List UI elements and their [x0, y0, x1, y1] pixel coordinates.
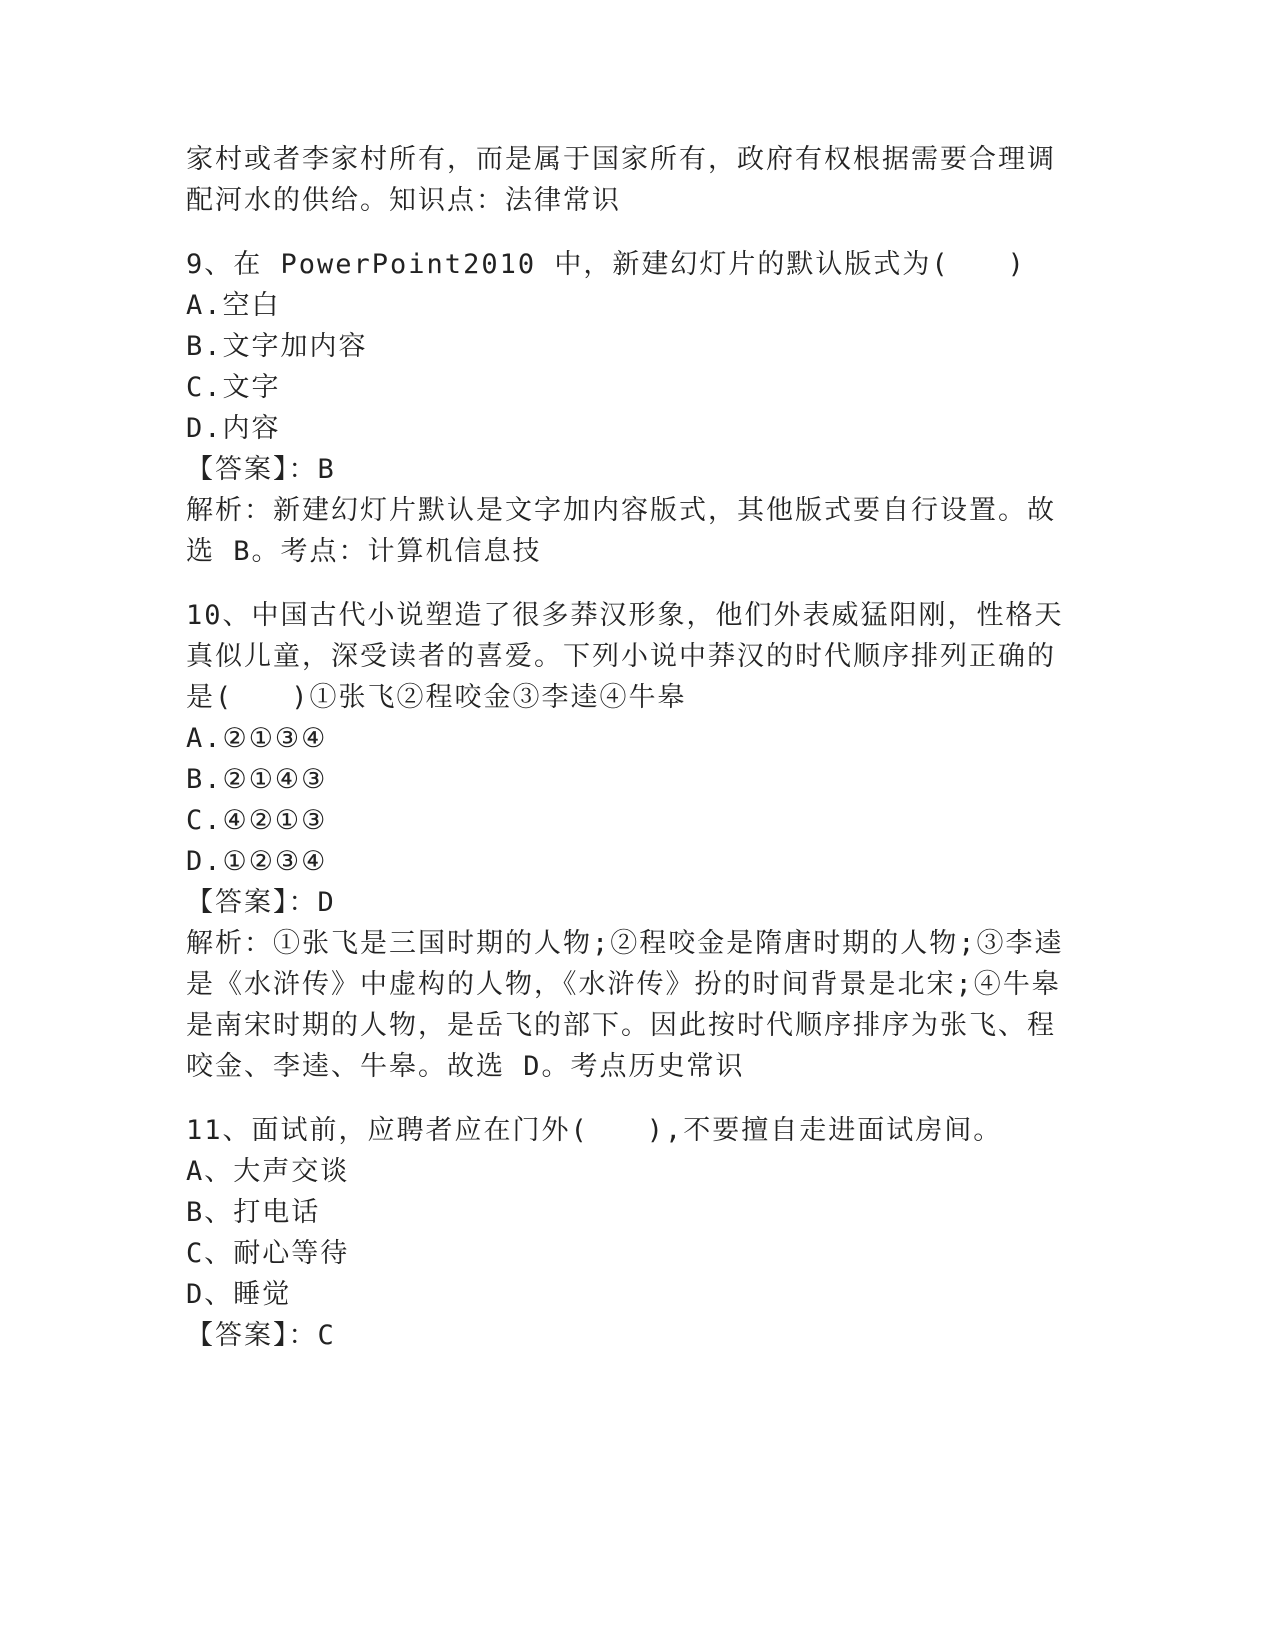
q9-option-a: A.空白 [186, 290, 281, 321]
q9-option-b: B.文字加内容 [186, 331, 368, 362]
q10-analysis-line: 是《水浒传》中虚构的人物，《水浒传》扮的时间背景是北宋;④牛皋 [186, 969, 1061, 1000]
q10-option-b: B.②①④③ [186, 764, 328, 795]
q11-option-a: A、大声交谈 [186, 1156, 350, 1187]
q11-option-c: C、耐心等待 [186, 1238, 350, 1269]
intro-line: 配河水的供给。知识点：法律常识 [186, 185, 621, 216]
intro-line: 家村或者李家村所有，而是属于国家所有，政府有权根据需要合理调 [186, 144, 1056, 175]
q9-analysis-line: 解析：新建幻灯片默认是文字加内容版式，其他版式要自行设置。故 [186, 495, 1056, 526]
q10-analysis-line: 咬金、李逵、牛皋。故选 D。考点历史常识 [186, 1051, 745, 1082]
q10-analysis-line: 解析：①张飞是三国时期的人物;②程咬金是隋唐时期的人物;③李逵 [186, 928, 1064, 959]
q11-question: 11、面试前，应聘者应在门外( ),不要擅自走进面试房间。 [186, 1115, 1003, 1146]
q9-question: 9、在 PowerPoint2010 中，新建幻灯片的默认版式为( ) [186, 249, 1026, 280]
q11-answer: 【答案】：C [186, 1320, 336, 1351]
q10-option-a: A.②①③④ [186, 723, 328, 754]
q9-option-d: D.内容 [186, 413, 281, 444]
q9-option-c: C.文字 [186, 372, 281, 403]
q10-answer: 【答案】：D [186, 887, 336, 918]
q10-question-line: 10、中国古代小说塑造了很多莽汉形象，他们外表威猛阳刚，性格天 [186, 600, 1064, 631]
q11-option-b: B、打电话 [186, 1197, 321, 1228]
q9-answer: 【答案】：B [186, 454, 336, 485]
q10-option-d: D.①②③④ [186, 846, 328, 877]
q11-option-d: D、睡觉 [186, 1279, 292, 1310]
q10-analysis-line: 是南宋时期的人物，是岳飞的部下。因此按时代顺序排序为张飞、程 [186, 1010, 1056, 1041]
q9-analysis-line: 选 B。考点：计算机信息技 [186, 536, 542, 567]
q10-question-line: 真似儿童，深受读者的喜爱。下列小说中莽汉的时代顺序排列正确的 [186, 641, 1056, 672]
q10-option-c: C.④②①③ [186, 805, 328, 836]
q10-question-line: 是( )①张飞②程咬金③李逵④牛皋 [186, 682, 687, 713]
